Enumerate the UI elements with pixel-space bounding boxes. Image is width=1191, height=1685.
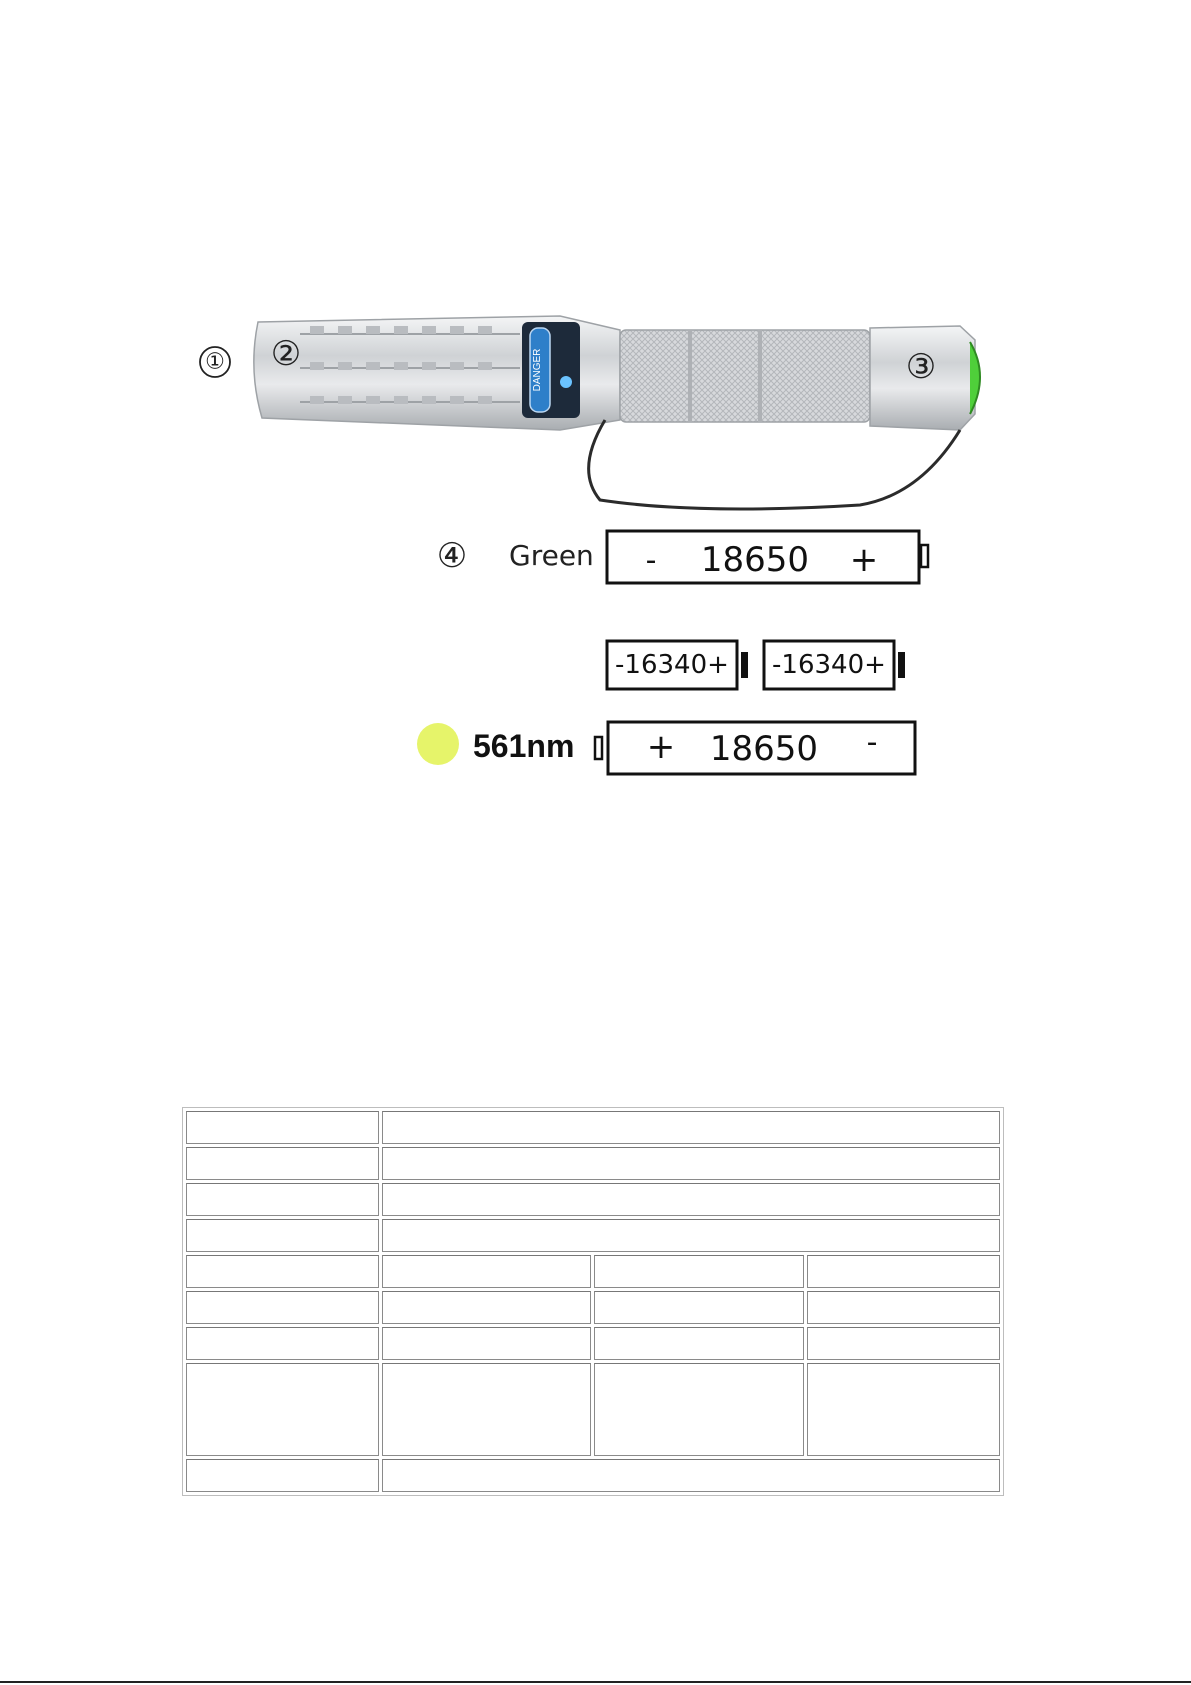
table-cell <box>807 1291 1000 1324</box>
table-cell <box>186 1147 379 1180</box>
table-row <box>186 1183 1000 1216</box>
table-row <box>186 1459 1000 1492</box>
table-cell <box>186 1291 379 1324</box>
table-row <box>186 1291 1000 1324</box>
table-cell <box>186 1327 379 1360</box>
table-cell <box>186 1111 379 1144</box>
table-row <box>186 1147 1000 1180</box>
page-bottom-rule <box>0 1681 1191 1683</box>
table-cell <box>382 1291 592 1324</box>
battery-18650-yellow <box>595 722 915 774</box>
battery-16340-a <box>607 641 748 689</box>
battery-green-model: 18650 <box>700 540 810 580</box>
battery-16340-b-text: -16340+ <box>772 650 886 680</box>
battery-green-right: + <box>849 540 879 580</box>
callout-1 <box>200 347 230 377</box>
table-cell <box>382 1255 592 1288</box>
table-row <box>186 1219 1000 1252</box>
danger-label <box>522 322 580 418</box>
table-row <box>186 1255 1000 1288</box>
battery-16340-b <box>764 641 905 689</box>
green-label: Green <box>509 539 594 572</box>
table-cell <box>382 1147 1000 1180</box>
table-cell <box>186 1183 379 1216</box>
battery-tube <box>620 330 870 422</box>
table-cell <box>186 1363 379 1456</box>
battery-green-left: - <box>645 543 657 578</box>
callout-2 <box>271 334 301 374</box>
table-cell <box>807 1255 1000 1288</box>
battery-yellow-left: + <box>646 727 676 767</box>
table-cell <box>382 1327 592 1360</box>
table-cell <box>186 1459 379 1492</box>
table-cell <box>382 1111 1000 1144</box>
yellow-dot <box>417 723 459 765</box>
table-row <box>186 1327 1000 1360</box>
table-cell <box>594 1255 804 1288</box>
laser-pointer-figure <box>0 0 1191 820</box>
table-row <box>186 1363 1000 1456</box>
lanyard <box>589 420 960 509</box>
table-cell <box>186 1255 379 1288</box>
battery-16340-a-text: -16340+ <box>615 650 729 680</box>
table-cell <box>594 1363 804 1456</box>
table-row <box>186 1111 1000 1144</box>
spec-table <box>182 1107 1004 1496</box>
danger-label-text: DANGER <box>532 348 543 392</box>
battery-18650-green <box>607 531 928 583</box>
battery-yellow-right: - <box>866 725 878 760</box>
table-cell <box>186 1219 379 1252</box>
yellow-label: 561nm <box>473 728 575 764</box>
table-cell <box>382 1459 1000 1492</box>
callout-3-text: ③ <box>905 347 937 387</box>
callout-1-text: ① <box>205 349 225 375</box>
battery-yellow-model: 18650 <box>709 729 819 769</box>
table-cell <box>382 1219 1000 1252</box>
table-cell <box>594 1291 804 1324</box>
callout-2-text: ② <box>270 334 302 374</box>
table-cell <box>594 1327 804 1360</box>
table-cell <box>382 1183 1000 1216</box>
table-cell <box>807 1327 1000 1360</box>
callout-4-text: ④ <box>436 536 468 576</box>
table-cell <box>807 1363 1000 1456</box>
table-cell <box>382 1363 592 1456</box>
callout-4 <box>437 536 467 576</box>
callout-3 <box>906 347 936 387</box>
